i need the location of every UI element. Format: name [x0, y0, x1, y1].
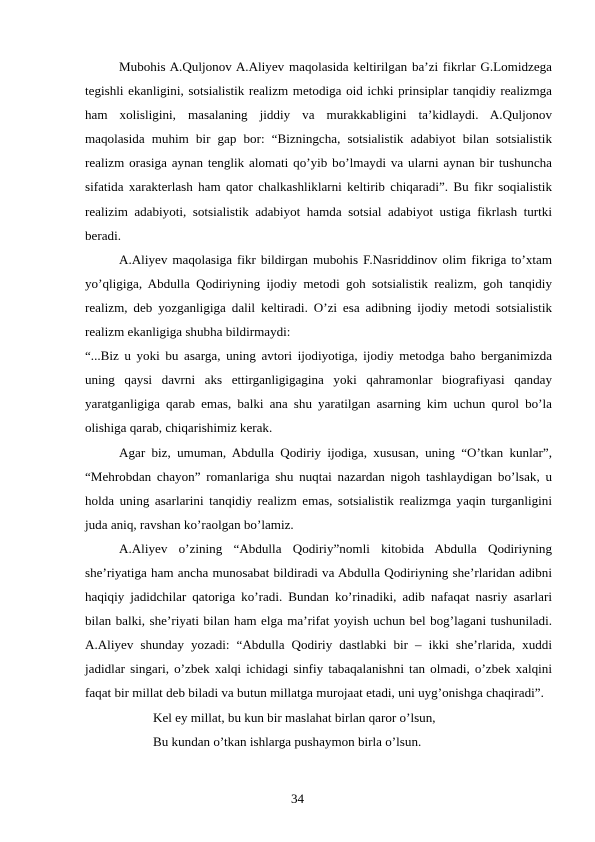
page-number: 34: [290, 791, 305, 806]
paragraph: A.Aliyev o’zining “Abdulla Qodiriy”nomli kitobida Abdulla Qodiriyning she’riyatiga ham ancha munosabat bildiradi va Abdulla Qodiriyning she’rlaridan adibni haqiqiy jadidchilar qatoriga ko’radi. Bundan ko’rinadiki, adib nafaqat nasriy asarlari bilan balki, she’riyati bilan ham elga ma’rifat yoyish uchun bel bog’lagani tushuniladi. A.Aliyev shunday yozadi: “Abdulla Qodiriy dastlabki bir – ikki she’rlarida, xuddi jadidlar singari, o’zbek xalqi ichidagi sinfiy tabaqalanishni tan olmadi, o’zbek xalqini faqat bir millat deb biladi va butun millatga murojaat etadi, uni uyg’onishga chaqiradi”.: [85, 540, 552, 701]
quote-paragraph: “...Biz u yoki bu asarga, uning avtori ijodiyotiga, ijodiy metodga baho berganimizda uning qaysi davrni aks ettirganligigagina yoki qahramonlar biografiyasi qanday yaratganligiga qarab emas, balki ana shu yaratilgan asarning kim uchun qurol bo’la olishiga qarab, chiqarishimiz kerak.: [85, 348, 552, 436]
paragraph: A.Aliyev maqolasiga fikr bildirgan mubohis F.Nasriddinov olim fikriga to’xtam yo’qligiga, Abdulla Qodiriyning ijodiy metodi goh sotsialistik realizm, goh tanqidiy realizm, deb yozganligiga dalil keltiradi. O’zi esa adibning ijodiy metodi sotsialistik realizm ekanligiga shubha bildirmaydi:: [85, 251, 552, 340]
paragraph: Mubohis A.Quljonov A.Aliyev maqolasida keltirilgan ba’zi fikrlar G.Lomidzega tegishli ekanligini, sotsialistik realizm metodiga oid ichki prinsiplar tanqidiy realizmga ham xolisligini, masalaning jiddiy va murakkabligini ta’kidlaydi. A.Quljonov maqolasida muhim bir gap bor: “Bizningcha, sotsialistik adabiyot bilan sotsialistik realizm orasiga aynan tenglik alomati qo’yib bo’lmaydi va ularni aynan bir tushuncha sifatida xarakterlash ham qator chalkashliklarni keltirib chiqaradi”. Bu fikr soqialistik realizim adabiyoti, sotsialistik adabiyot hamda sotsial adabiyot ustiga fikrlash turtki beradi.: [85, 59, 552, 243]
paragraph: Agar biz, umuman, Abdulla Qodiriy ijodiga, xususan, uning “O’tkan kunlar”, “Mehrobdan chayon” romanlariga shu nuqtai nazardan nigoh tashlaydigan bo’lsak, u holda uning asarlarini tanqidiy realizm emas, sotsialistik realizmga yaqin turganligini juda aniq, ravshan ko’raolgan bo’lamiz.: [85, 444, 552, 532]
poem-line: Bu kundan o’tkan ishlarga pushaymon birla o’lsun.: [153, 733, 422, 749]
poem-line: Kel ey millat, bu kun bir maslahat birlan qaror o’lsun,: [153, 709, 436, 725]
body-text: [85, 55, 552, 754]
